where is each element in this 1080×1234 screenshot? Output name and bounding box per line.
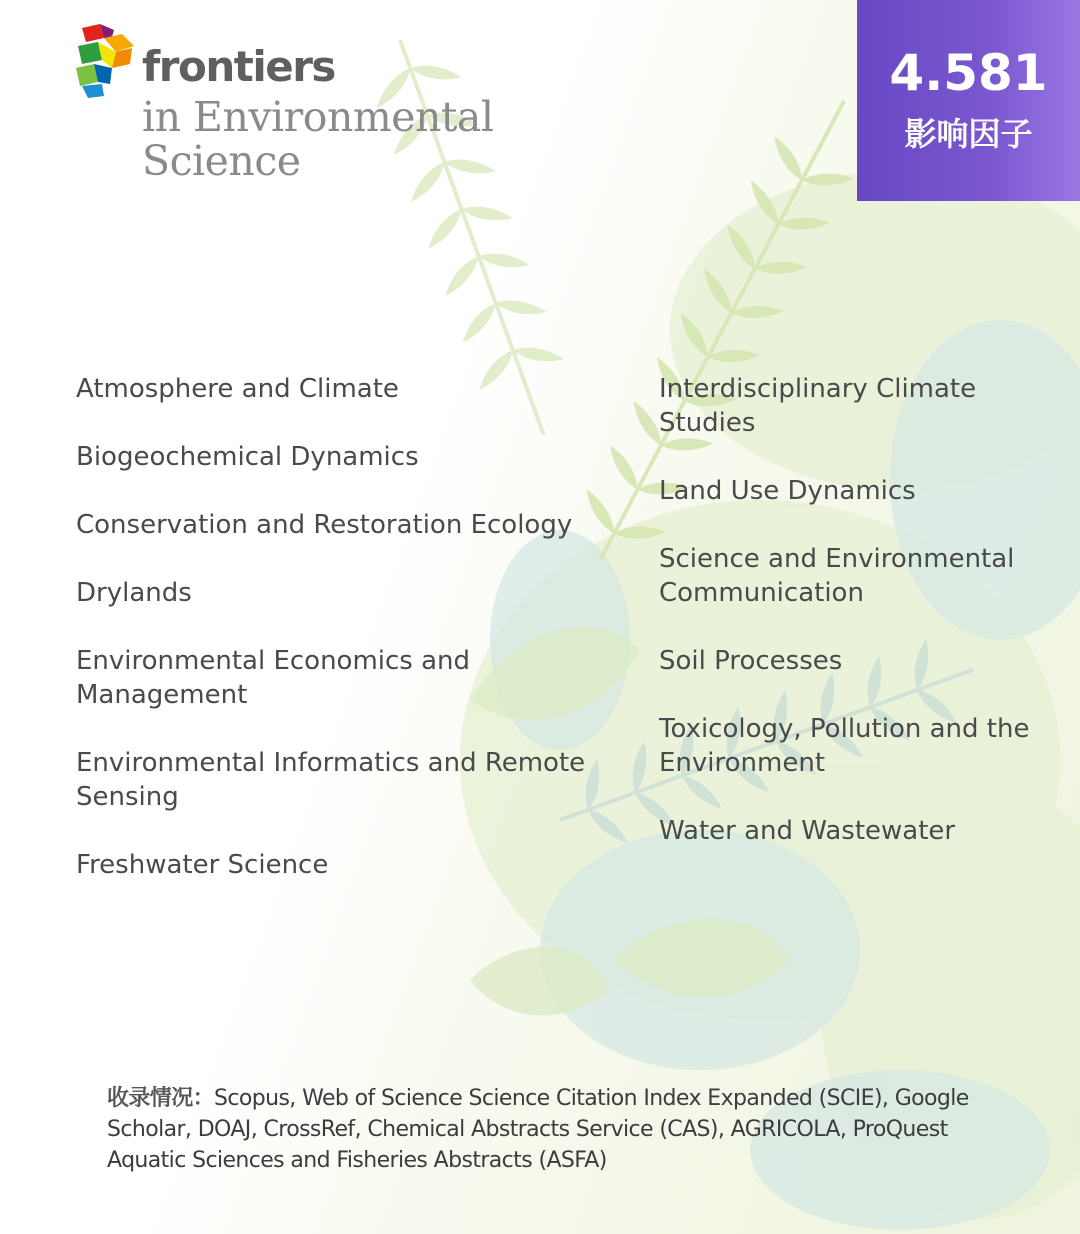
- frontiers-logo-icon: [74, 24, 138, 100]
- impact-factor-label: 影响因子: [904, 115, 1033, 153]
- section-item: Atmosphere and Climate: [76, 374, 399, 404]
- section-item: Toxicology, Pollution and the Environment: [659, 714, 1030, 778]
- sections-list-right: [659, 372, 1059, 882]
- section-item: Conservation and Restoration Ecology: [76, 510, 573, 540]
- indexing-label: 收录情况：: [107, 1086, 215, 1111]
- section-item: Freshwater Science: [76, 850, 329, 880]
- section-item: Soil Processes: [659, 646, 843, 676]
- indexing-text: Scopus, Web of Science Science Citation Index Expanded (SCIE), Google Scholar, DOAJ, CrossRef, Chemical Abstracts Service (CAS), AGRICOLA, ProQuest Aquatic Sciences and Fisheries Abstracts (ASFA): [107, 1086, 969, 1173]
- indexing-info: [107, 1083, 1007, 1176]
- logo-wordmark: frontiers: [142, 42, 335, 91]
- section-item: Environmental Economics and Management: [76, 646, 471, 710]
- impact-factor-value: 4.581: [889, 44, 1048, 102]
- section-item: Environmental Informatics and Remote Sensing: [76, 748, 586, 812]
- section-item: Interdisciplinary Climate Studies: [659, 374, 977, 438]
- section-item: Biogeochemical Dynamics: [76, 442, 419, 472]
- logo-subtitle-line2: Science: [142, 137, 301, 185]
- section-item: Land Use Dynamics: [659, 476, 916, 506]
- section-item: Drylands: [76, 578, 192, 608]
- section-item: Science and Environmental Communication: [659, 544, 1015, 608]
- frontiers-logo: [74, 24, 534, 194]
- logo-subtitle-line1: in Environmental: [142, 93, 494, 141]
- section-item: Water and Wastewater: [659, 816, 956, 846]
- impact-factor-badge: [857, 0, 1080, 201]
- sections-list-left: [76, 372, 606, 916]
